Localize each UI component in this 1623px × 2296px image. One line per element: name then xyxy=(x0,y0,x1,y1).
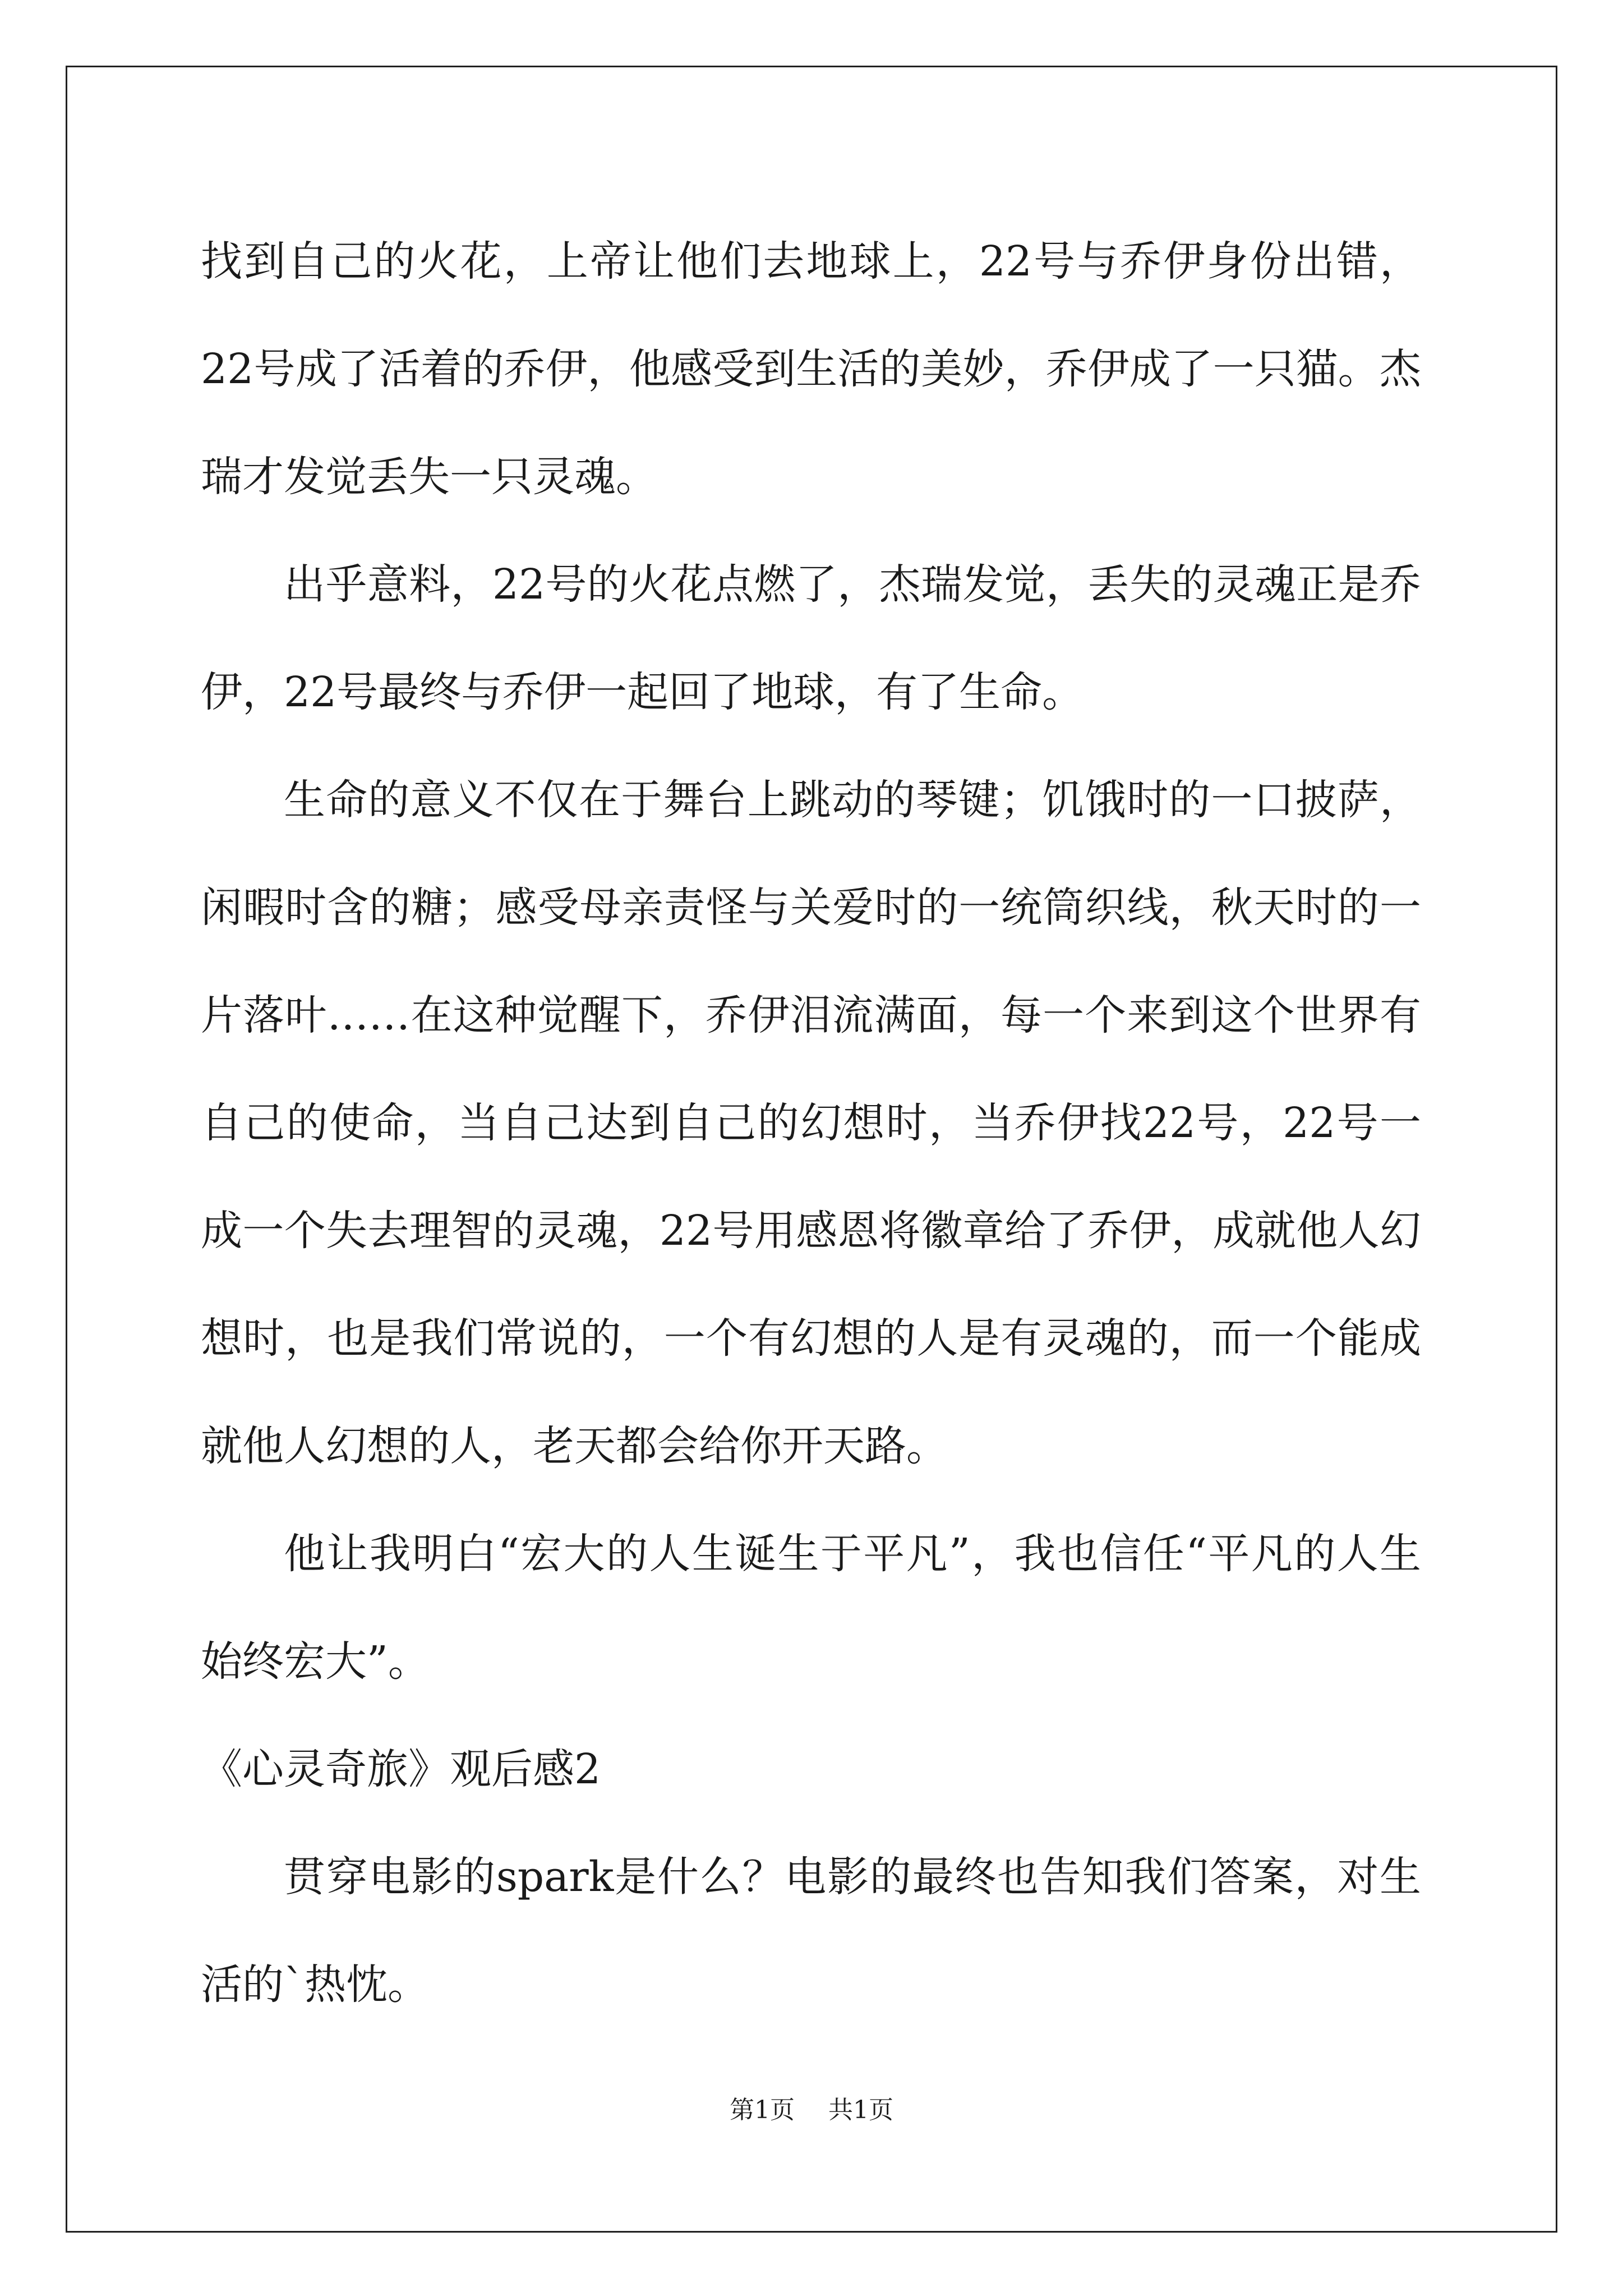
page-number: 第1页 xyxy=(730,2096,795,2124)
paragraph-5: 贯穿电影的spark是什么？电影的最终也告知我们答案，对生活的`热忱。 xyxy=(201,1853,1421,2009)
page-total: 共1页 xyxy=(828,2096,893,2124)
paragraph-4: 他让我明白“宏大的人生诞生于平凡”，我也信任“平凡的人生始终宏大”。 xyxy=(201,1530,1421,1686)
paragraph-3: 生命的意义不仅在于舞台上跳动的琴键；饥饿时的一口披萨，闲暇时含的糖；感受母亲责怪与关爱时的一统筒织线，秋天时的一片落叶……在这种觉醒下，乔伊泪流满面，每一个来到这个世界有自己的使命，当自己达到自己的幻想时，当乔伊找22号，22号一成一个失去理智的灵魂，22号用感恩将徽章给了乔伊，成就他人幻想时，也是我们常说的，一个有幻想的人是有灵魂的，而一个能成就他人幻想的人，老天都会给你开天路。 xyxy=(201,776,1421,1470)
paragraph-1: 找到自己的火花，上帝让他们去地球上，22号与乔伊身份出错，22号成了活着的乔伊，他感受到生活的美妙，乔伊成了一只猫。杰瑞才发觉丢失一只灵魂。 xyxy=(201,237,1421,501)
section-heading: 《心灵奇旅》观后感2 xyxy=(201,1745,601,1793)
document-body xyxy=(201,208,1421,2039)
paragraph-2: 出乎意料，22号的火花点燃了，杰瑞发觉，丢失的灵魂正是乔伊，22号最终与乔伊一起回了地球，有了生命。 xyxy=(201,560,1421,716)
page-footer xyxy=(0,2093,1623,2127)
